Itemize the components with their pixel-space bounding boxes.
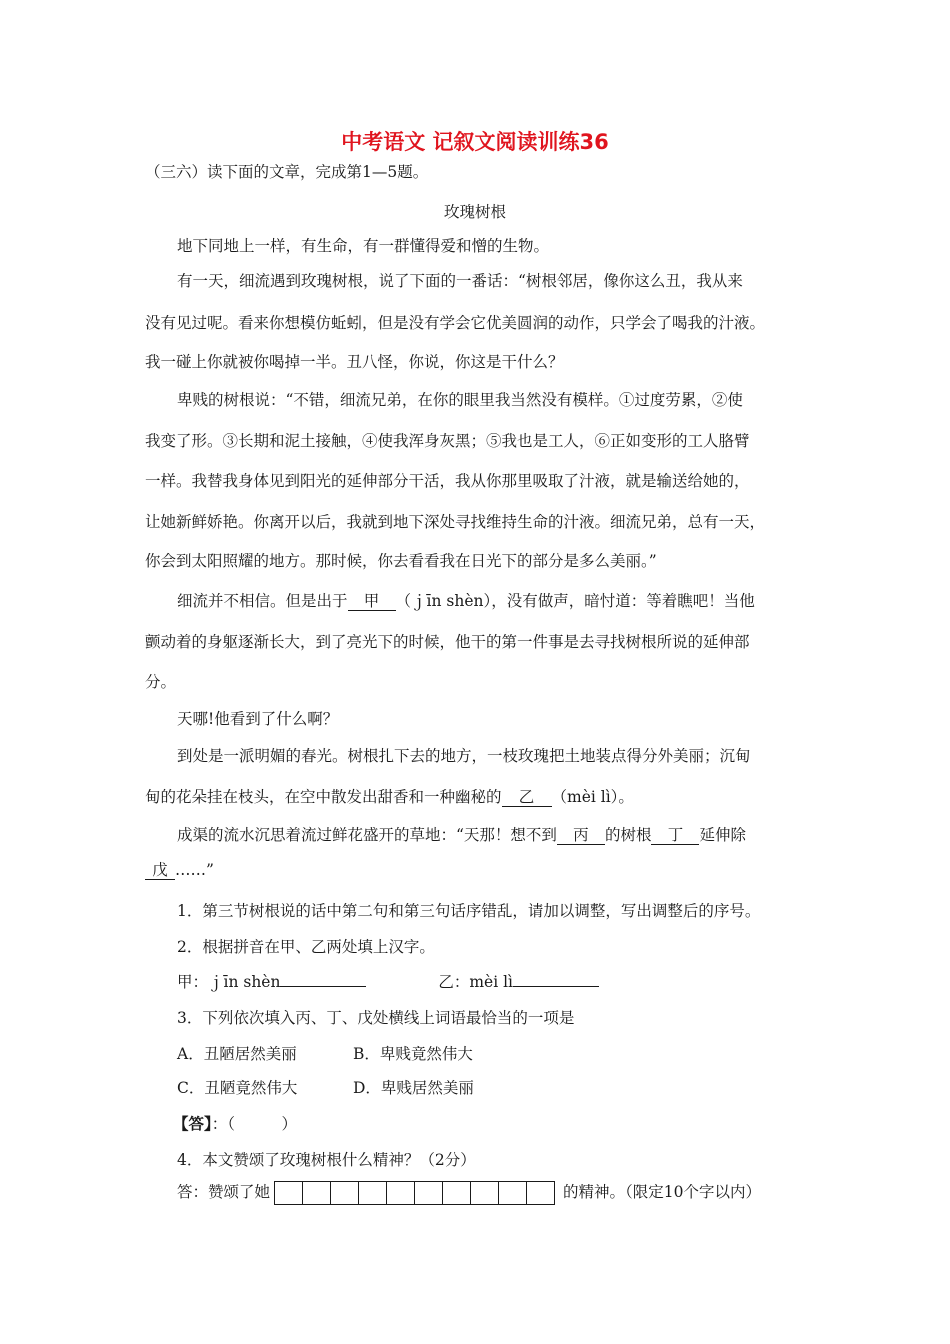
article-title: 玫瑰树根 (443, 203, 506, 221)
paragraph-2-line-3: 我一碰上你就被你喝掉一半。丑八怪，你说，你这是干什么？ (145, 353, 564, 371)
paragraph-6-line-2: 甸的花朵挂在枝头，在空中散发出甜香和一种幽秘的 乙 （mèi lì）。 (145, 788, 634, 806)
question-4: 4．本文赞颂了玫瑰树根什么精神？（2分） (177, 1151, 476, 1169)
paragraph-1: 地下同地上一样，有生命，有一群懂得爱和憎的生物。 (177, 237, 550, 255)
blank-yi: 乙 (502, 788, 552, 807)
option-c: C．丑陋竟然伟大 (177, 1079, 298, 1097)
option-a: A．丑陋居然美丽 (177, 1045, 297, 1063)
question-3: 3．下列依次填入丙、丁、戊处横线上词语最恰当的一项是 (177, 1009, 575, 1027)
page-title: 中考语文 记叙文阅读训练36 (341, 130, 609, 154)
paragraph-6-line-1: 到处是一派明媚的春光。树根扎下去的地方，一枝玫瑰把土地装点得分外美丽；沉甸 (177, 747, 751, 765)
paragraph-3-line-1: 卑贱的树根说：“不错，细流兄弟，在你的眼里我当然没有模样。①过度劳累，②使 (177, 391, 743, 409)
paragraph-3-line-3: 一样。我替我身体见到阳光的延伸部分干活，我从你那里吸取了汁液，就是输送给她的， (145, 472, 750, 490)
blank-jia: 甲 (348, 592, 396, 611)
answer-line: 【答】：（ ） (173, 1114, 298, 1133)
paragraph-3-line-2: 我变了形。③长期和泥土接触，④使我浑身灰黑；⑤我也是工人，⑥正如变形的工人胳臂 (145, 432, 750, 450)
answer-box-grid[interactable] (274, 1181, 555, 1205)
blank-wu: 戊 (145, 861, 175, 880)
answer-blank-yi[interactable] (513, 972, 599, 987)
answer-blank-jia[interactable] (280, 972, 366, 987)
intro-text: （三六）读下面的文章，完成第1—5题。 (145, 163, 429, 181)
option-d: D．卑贱居然美丽 (353, 1079, 474, 1097)
question-2: 2．根据拼音在甲、乙两处填上汉字。 (177, 938, 435, 956)
question-1: 1．第三节树根说的话中第二句和第三句话序错乱，请加以调整，写出调整后的序号。 (177, 902, 761, 920)
option-b: B．卑贱竟然伟大 (353, 1045, 473, 1063)
paragraph-5: 天哪!他看到了什么啊？ (177, 710, 339, 728)
paragraph-3-line-4: 让她新鲜娇艳。你离开以后，我就到地下深处寻找维持生命的汁液。细流兄弟，总有一天， (145, 513, 766, 531)
paragraph-2-line-1: 有一天，细流遇到玫瑰树根，说了下面的一番话：“树根邻居，像你这么丑，我从来 (177, 272, 743, 290)
paragraph-4-line-1: 细流并不相信。但是出于 甲 （ｊīn shèn），没有做声，暗忖道：等着瞧吧！当他 (177, 592, 755, 610)
paragraph-7-line-2: 戊 ……” (145, 861, 214, 880)
answer-parentheses[interactable]: ：（ ） (211, 1115, 298, 1133)
question-4-answer: 答：赞颂了她 的精神。（限定10个字以内） (177, 1180, 761, 1205)
paragraph-4-line-3: 分。 (145, 673, 177, 691)
paragraph-7-line-1: 成渠的流水沉思着流过鲜花盛开的草地：“天那！想不到 丙 的树根 丁 延伸除 (177, 826, 746, 844)
paragraph-3-line-5: 你会到太阳照耀的地方。那时候，你去看看我在日光下的部分是多么美丽。” (145, 552, 657, 570)
paragraph-2-line-2: 没有见过呢。看来你想模仿蚯蚓，但是没有学会它优美圆润的动作，只学会了喝我的汁液。 (145, 314, 766, 332)
question-2-answers: 甲：ｊīn shèn 乙：mèi lì (177, 970, 599, 992)
paragraph-4-line-2: 颤动着的身躯逐渐长大，到了亮光下的时候，他干的第一件事是去寻找树根所说的延伸部 (145, 633, 750, 651)
blank-bing: 丙 (557, 826, 605, 845)
blank-ding: 丁 (651, 826, 699, 845)
